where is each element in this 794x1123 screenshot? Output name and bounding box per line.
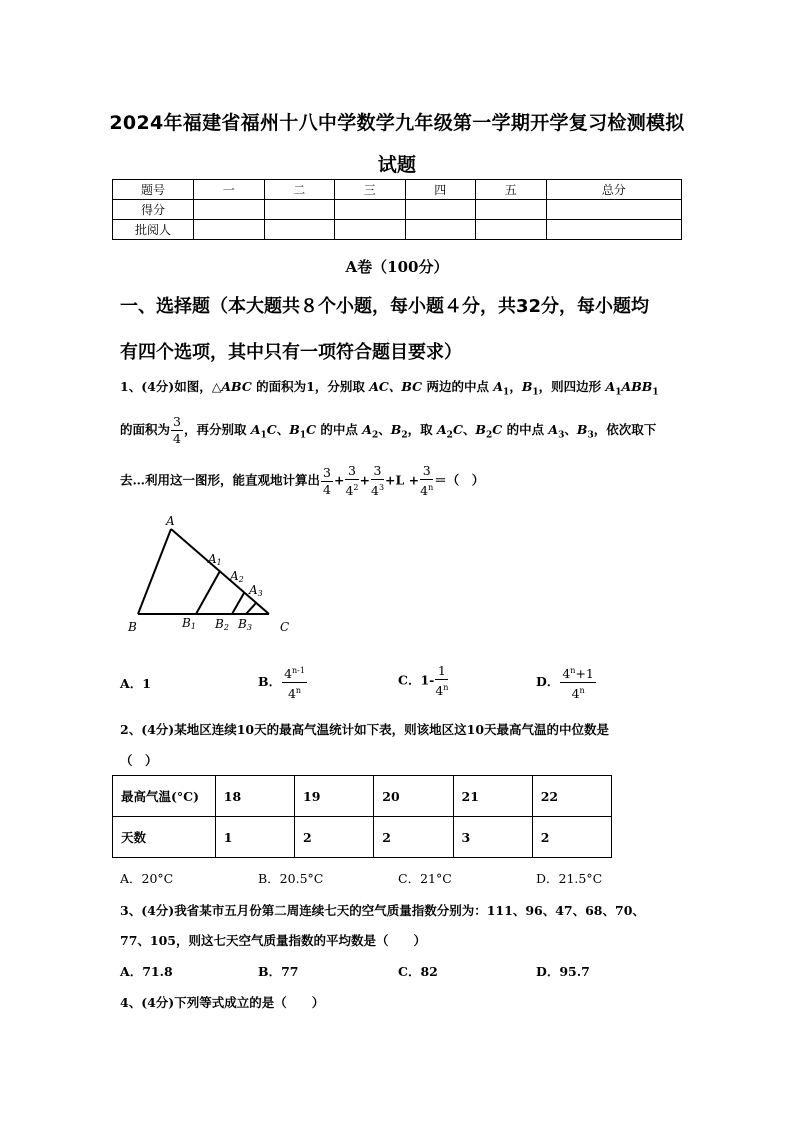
- score-table-row: [113, 200, 682, 220]
- title-line1: 2024年福建省福州十八中学数学九年级第一学期开学复习检测模拟: [109, 112, 685, 134]
- section-a-title: A卷（100分）: [345, 258, 449, 276]
- score-header-cell: 总分: [546, 180, 682, 200]
- table-cell: 18: [215, 776, 294, 817]
- side-ab: [138, 529, 171, 614]
- q3-option-c[interactable]: C．82: [398, 964, 438, 979]
- table-row: [113, 776, 612, 817]
- table-cell: 2: [374, 817, 453, 858]
- segment-a1b1: [196, 571, 220, 614]
- table-cell: 2: [295, 817, 374, 858]
- segment-a3b3: [246, 603, 256, 614]
- score-header-cell: 三: [335, 180, 406, 200]
- part1-heading-line2: 有四个选项，其中只有一项符合题目要求）: [120, 342, 462, 363]
- triangle-figure: [118, 512, 308, 637]
- table-cell: 最高气温(°C): [113, 776, 216, 817]
- label-a3: A3: [249, 583, 263, 598]
- label-a2: A2: [230, 569, 244, 584]
- series-term: $\frac{3}{4^3}$: [370, 463, 385, 499]
- series-term: $\frac{3}{4}$: [323, 464, 331, 497]
- q1-option-c[interactable]: C．1- $\frac{1}{4^n}$: [398, 663, 449, 699]
- label-b2: B2: [215, 617, 229, 632]
- table-cell: 22: [532, 776, 611, 817]
- q2-line1: 2、(4分)某地区连续10天的最高气温统计如下表，则该地区这10天最高气温的中位数是: [120, 722, 610, 737]
- table-cell: 20: [374, 776, 453, 817]
- q2-option-d[interactable]: D．21.5°C: [536, 871, 603, 886]
- q1-line1: 1、(4分)如图，△ABC 的面积为1，分别取 AC、BC 两边的中点 $A_1$，$B_1$，则四边形 $A_1ABB_1$: [120, 379, 659, 398]
- label-b1: B1: [182, 616, 196, 631]
- score-header-cell: 二: [264, 180, 335, 200]
- score-row-label: 批阅人: [113, 220, 194, 240]
- table-cell: 21: [453, 776, 532, 817]
- table-row: [113, 817, 612, 858]
- q3-line2: 77、105，则这七天空气质量指数的平均数是（ ）: [120, 933, 426, 948]
- label-a: A: [166, 514, 175, 528]
- table-cell: 19: [295, 776, 374, 817]
- q3-option-b[interactable]: B．77: [258, 964, 299, 979]
- q3-option-a[interactable]: A．71.8: [120, 964, 173, 979]
- fraction-three-quarters: $\frac{3}{4}$: [173, 414, 181, 446]
- q3-line1: 3、(4分)我省某市五月份第二周连续七天的空气质量指数分别为：111、96、47、68、70、: [120, 903, 645, 918]
- score-header-cell: 题号: [113, 180, 194, 200]
- segment-a2b2: [232, 593, 244, 614]
- q1-option-d[interactable]: D． $\frac{4^n+1}{4^n}$: [536, 663, 597, 702]
- q1-line2: 的面积为 $\frac{3}{4}$ ，再分别取 $A_1C$、$B_1C$ 的中点 $A_2$、$B_2$，取 $A_2C$、$B_2C$ 的中点 $A_3$、$B_3$，依次取下: [120, 414, 657, 446]
- q3-option-d[interactable]: D．95.7: [536, 964, 590, 979]
- table-cell: 天数: [113, 817, 216, 858]
- table-cell: 2: [532, 817, 611, 858]
- q2-option-a[interactable]: A．20°C: [120, 871, 174, 886]
- part1-heading-line1: 一、选择题（本大题共８个小题，每小题４分，共32分，每小题均: [120, 296, 650, 317]
- q2-line2: （ ）: [120, 753, 158, 768]
- title-line2: 试题: [377, 154, 417, 176]
- score-header-cell: 五: [476, 180, 547, 200]
- q1-line3: 去…利用这一图形，能直观地计算出 $\frac{3}{4}$ + $\frac{3}{4^2}$ + $\frac{3}{4^3}$ +L + $\frac{3}{4^n}$ ＝（ ）: [120, 463, 485, 499]
- series-term: $\frac{3}{4^n}$: [420, 463, 434, 499]
- score-table-header-row: [113, 180, 682, 200]
- series-term: $\frac{3}{4^2}$: [345, 463, 359, 499]
- score-row-label: 得分: [113, 200, 194, 220]
- score-table: [112, 179, 682, 240]
- q4-line1: 4、(4分)下列等式成立的是（ ）: [120, 995, 325, 1010]
- score-header-cell: 一: [194, 180, 265, 200]
- score-table-row: [113, 220, 682, 240]
- label-b: B: [128, 620, 137, 634]
- q1-number: 1、(4分): [120, 379, 175, 394]
- q2-option-c[interactable]: C．21°C: [398, 871, 452, 886]
- q1-option-b[interactable]: B． $\frac{4^{n-1}}{4^n}$: [258, 663, 308, 702]
- part1-heading: [120, 284, 680, 376]
- q1-option-a[interactable]: A．1: [120, 676, 151, 691]
- q2-option-b[interactable]: B．20.5°C: [258, 871, 324, 886]
- table-cell: 3: [453, 817, 532, 858]
- label-c: C: [280, 620, 290, 634]
- label-b3: B3: [238, 617, 252, 632]
- score-header-cell: 四: [405, 180, 476, 200]
- table-cell: 1: [215, 817, 294, 858]
- label-a1: A1: [208, 552, 222, 567]
- temperature-table: [112, 775, 612, 858]
- triangle-symbol: △ABC: [211, 379, 252, 394]
